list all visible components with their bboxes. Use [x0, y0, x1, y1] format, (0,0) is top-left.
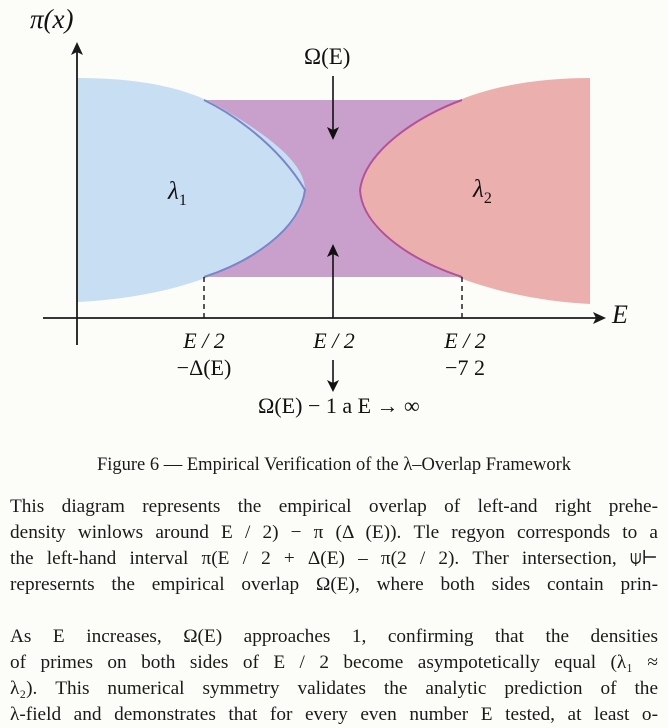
paragraph-1-line: the left-hand interval π(E / 2 + Δ(E) – π(2 / 2). Ther intersection, ⍦⊢: [10, 548, 658, 569]
paragraph-1-line: This diagram represents the empirical overlap of left-and right prehe-: [10, 496, 658, 517]
tick-left-line2: −Δ(E): [176, 355, 232, 380]
paragraph-2-line: λ₂). This numerical symmetry validates the analytic prediction of the: [10, 678, 658, 699]
tick-left-line1: E / 2: [183, 328, 225, 353]
paragraph-2-line: As E increases, Ω(E) approaches 1, confirming that the densities: [10, 626, 658, 647]
limit-label: Ω(E) − 1 a E → ∞: [258, 393, 420, 418]
tick-right-line1: E / 2: [444, 328, 486, 353]
x-axis-label: E: [612, 300, 628, 329]
paragraph-2-line: of primes on both sides of E / 2 become asympotetically equal (λ₁ ≈: [10, 652, 658, 673]
tick-center: [294, 327, 374, 354]
y-axis-label: π(x): [30, 4, 74, 34]
lambda1-label: [168, 178, 187, 210]
paragraph-2-line: λ-field and demonstrates that for every even number E tested, at least o-: [10, 704, 658, 725]
tick-right: [425, 327, 505, 381]
lambda2-subscript: 2: [483, 190, 492, 207]
paragraph-1-line: density winlows around E / 2) − π (Δ (E)). Tle regyon corresponds to a: [10, 522, 658, 543]
lambda1-subscript: 1: [178, 192, 187, 209]
paragraph-2: [10, 624, 658, 728]
overlap-label: Ω(E): [304, 44, 351, 69]
tick-left: [155, 327, 253, 381]
tick-center-line1: E / 2: [313, 328, 355, 353]
lambda2-symbol: λ: [473, 176, 484, 203]
figure-caption: Figure 6 — Empirical Verification of the λ–Overlap Framework: [96, 455, 572, 475]
tick-right-line2: −7 2: [445, 355, 485, 380]
paragraph-1-line: represernts the empirical overlap Ω(E), where both sides contain prin-: [10, 574, 658, 595]
paragraph-1: [10, 494, 658, 598]
lambda2-label: [473, 176, 492, 208]
lambda1-symbol: λ: [168, 178, 179, 205]
